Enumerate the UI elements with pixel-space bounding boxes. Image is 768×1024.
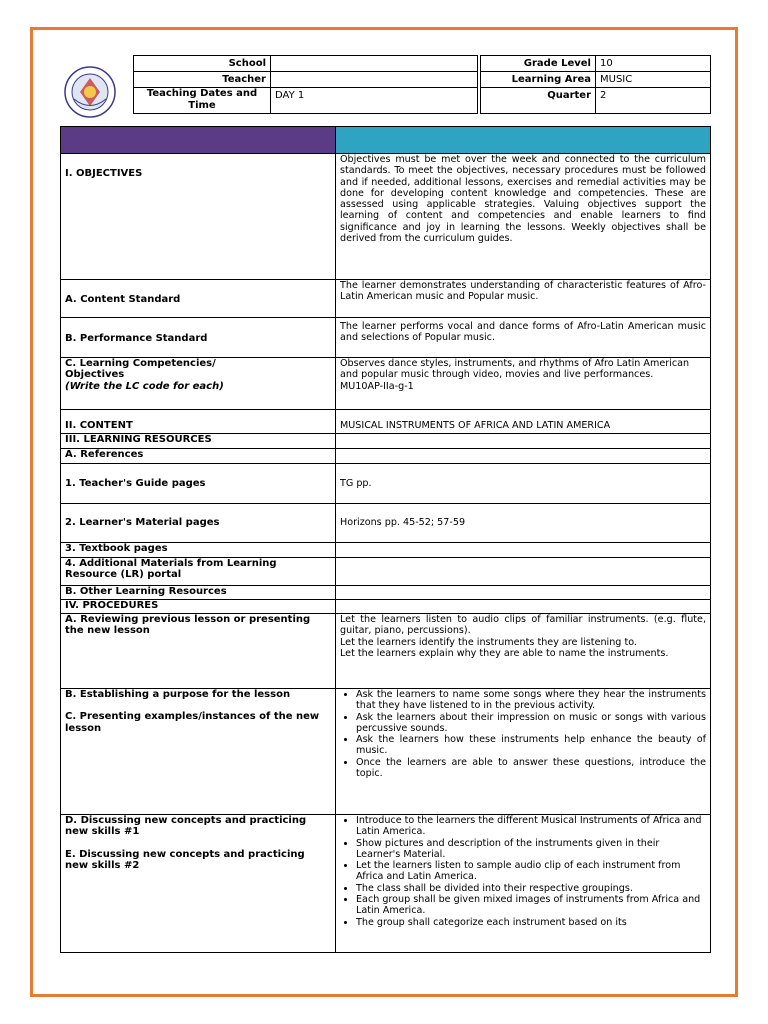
learners-material-row [61, 504, 711, 543]
list-item: • Each group shall be given mixed images of instruments from Africa and Latin America. [356, 894, 706, 917]
reviewing-text [336, 614, 711, 689]
other-resources-value [336, 586, 711, 600]
list-item: • Ask the learners about their impression on music or songs with various percussive sounds. [356, 712, 706, 735]
quarter-label: Quarter [481, 88, 596, 114]
discussing-row [61, 815, 711, 953]
discussing-label-d: D. Discussing new concepts and practicing new skills #1 [65, 815, 307, 838]
content-text: MUSICAL INSTRUMENTS OF AFRICA AND LATIN AMERICA [336, 410, 711, 434]
performance-standard-row [61, 318, 711, 358]
list-item: • Ask the learners how these instruments help enhance the beauty of music. [356, 734, 706, 757]
discussing-label-e: E. Discussing new concepts and practicing new skills #2 [65, 848, 305, 871]
objectives-label: I. OBJECTIVES [61, 154, 336, 280]
purpose-label-b: B. Establishing a purpose for the lesson [65, 689, 291, 700]
list-item: • Introduce to the learners the different Musical Instruments of Africa and Latin America. [356, 815, 706, 838]
procedures-value [336, 600, 711, 614]
list-item: • The group shall categorize each instrument based on its [356, 917, 706, 928]
list-item: • Show pictures and description of the instruments given in their Learner's Material. [356, 838, 706, 861]
content-standard-text: The learner demonstrates understanding of characteristic features of Afro-Latin American music and Popular music. [336, 280, 711, 318]
learners-material-text: Horizons pp. 45-52; 57-59 [336, 504, 711, 543]
teacher-label: Teacher [134, 72, 271, 88]
teachers-guide-text: TG pp. [336, 464, 711, 504]
competencies-label-line2: Objectives [65, 369, 125, 381]
content-standard-row [61, 280, 711, 318]
purpose-list [340, 689, 706, 779]
discussing-text [336, 815, 711, 953]
teacher-value [271, 72, 478, 88]
content-row [61, 410, 711, 434]
list-item: • Ask the learners to name some songs where they hear the instruments that they have listened to in the previous activity. [356, 689, 706, 712]
grade-level-value: 10 [596, 56, 711, 72]
learning-resources-label: III. LEARNING RESOURCES [61, 434, 336, 449]
reviewing-paragraph-3: Let the learners explain why they are able to name the instruments. [340, 647, 669, 659]
grade-level-label: Grade Level [481, 56, 596, 72]
list-item: • Let the learners listen to sample audio clip of each instrument from Africa and Latin America. [356, 860, 706, 883]
column-header-left [61, 127, 336, 154]
competencies-description: Observes dance styles, instruments, and rhythms of Afro Latin American and popular music through video, movies and live performances. [340, 358, 690, 381]
references-value [336, 449, 711, 464]
references-label: A. References [61, 449, 336, 464]
additional-materials-value [336, 558, 711, 586]
objectives-text: Objectives must be met over the week and connected to the curriculum standards. To meet the objectives, necessary procedures must be followed and if needed, additional lessons, exercises and remedial activities may be done for developing content knowledge and competencies. These are assessed using applicable strategies. Valuing objectives support the learning of content and competencies and enable learners to find significance and joy in learning the lessons. Weekly objectives shall be derived from the curriculum guides. [336, 154, 711, 280]
competencies-text [336, 358, 711, 410]
objectives-row [61, 154, 711, 280]
list-item: • The class shall be divided into their respective groupings. [356, 883, 706, 894]
quarter-value: 2 [596, 88, 711, 114]
competencies-label-line3: (Write the LC code for each) [65, 380, 224, 392]
competencies-label-line1: C. Learning Competencies/ [65, 358, 216, 369]
textbook-label: 3. Textbook pages [61, 543, 336, 558]
content-label: II. CONTENT [61, 410, 336, 434]
competencies-code: MU10AP-IIa-g-1 [340, 380, 414, 392]
reviewing-label: A. Reviewing previous lesson or presenting the new lesson [61, 614, 336, 689]
reviewing-row [61, 614, 711, 689]
teaching-dates-value: DAY 1 [271, 88, 478, 114]
additional-materials-label: 4. Additional Materials from Learning Resource (LR) portal [61, 558, 336, 586]
purpose-label [61, 689, 336, 815]
learners-material-label: 2. Learner's Material pages [61, 504, 336, 543]
discussing-label [61, 815, 336, 953]
list-item: • Once the learners are able to answer these questions, introduce the topic. [356, 757, 706, 780]
learning-resources-value [336, 434, 711, 449]
column-header-right [336, 127, 711, 154]
discussing-list [340, 815, 706, 928]
content-standard-label: A. Content Standard [61, 280, 336, 318]
learning-area-value: MUSIC [596, 72, 711, 88]
other-resources-label: B. Other Learning Resources [61, 586, 336, 600]
competencies-row [61, 358, 711, 410]
performance-standard-text: The learner performs vocal and dance forms of Afro-Latin American music and selections of Popular music. [336, 318, 711, 358]
performance-standard-label: B. Performance Standard [61, 318, 336, 358]
deped-seal-logo [64, 66, 116, 118]
textbook-value [336, 543, 711, 558]
purpose-label-c: C. Presenting examples/instances of the new lesson [65, 711, 320, 734]
reviewing-paragraph-1: Let the learners listen to audio clips of familiar instruments. (e.g. flute, guitar, piano, percussions). [340, 614, 706, 637]
school-value [271, 56, 478, 72]
teachers-guide-label: 1. Teacher's Guide pages [61, 464, 336, 504]
school-label: School [134, 56, 271, 72]
purpose-text [336, 689, 711, 815]
purpose-row [61, 689, 711, 815]
procedures-label: IV. PROCEDURES [61, 600, 336, 614]
teaching-dates-label: Teaching Dates and Time [134, 88, 271, 114]
header-table [133, 55, 711, 114]
learning-area-label: Learning Area [481, 72, 596, 88]
reviewing-paragraph-2: Let the learners identify the instruments they are listening to. [340, 636, 637, 648]
lesson-plan-table [60, 126, 711, 953]
teachers-guide-row [61, 464, 711, 504]
competencies-label [61, 358, 336, 410]
